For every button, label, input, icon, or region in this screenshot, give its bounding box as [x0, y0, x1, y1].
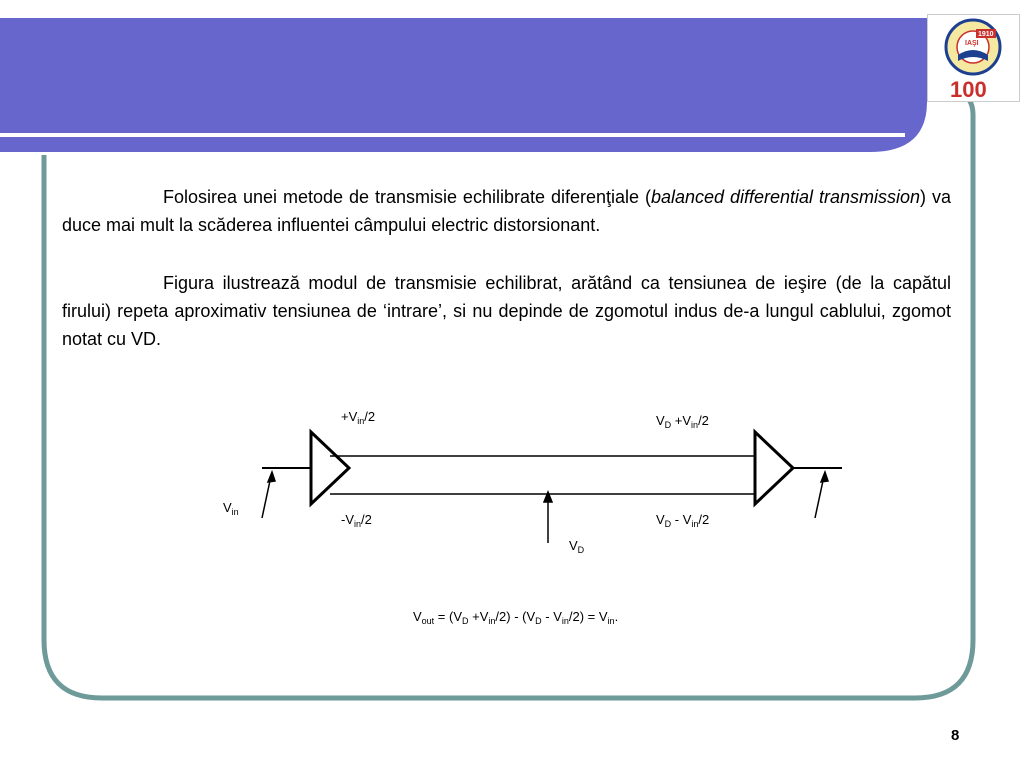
label-vd: $V_D$	[569, 538, 585, 555]
logo-number: 100	[950, 77, 987, 101]
para1-text-c: ) va duce mai mult la scăderea influentei câmpului electric distorsionant.	[62, 187, 951, 235]
label-minus-vin-half: $-V_{in}/2$	[341, 512, 372, 529]
para1-text-italic: balanced differential transmission	[650, 187, 921, 207]
label-vin: $V_{in}$	[223, 500, 239, 517]
label-vd-plus-vin-half: $V_D +V_{in}/2$	[656, 413, 709, 430]
label-vd-minus-vin-half: $V_D - V_{in}/2$	[656, 512, 710, 529]
vout-arrow-head	[821, 472, 828, 482]
para2-text: Figura ilustrează modul de transmisie echilibrat, arătând ca tensiunea de ieşire (de la capătul firului) repeta aproximativ tensiunea de ‘intrare’, si nu depinde de zgomotul indus de-a lungul cablului, zgomot notat cu VD.	[62, 273, 951, 349]
receiver-amplifier	[755, 432, 793, 504]
page-number: 8	[951, 727, 960, 744]
para1-text-a: Folosirea unei metode de transmisie echilibrate diferenţiale (	[163, 187, 651, 207]
vout-formula: $V_{out} = (V_D +V_{in}/2) - (V_D - V_{in}/2) = V_{in}$.	[413, 609, 619, 626]
label-plus-vin-half: $+V_{in}/2$	[341, 409, 376, 426]
vin-arrow-head	[268, 472, 275, 482]
driver-amplifier	[311, 432, 349, 504]
logo-city: IAŞI	[965, 40, 979, 47]
logo-year: 1910	[978, 31, 994, 38]
